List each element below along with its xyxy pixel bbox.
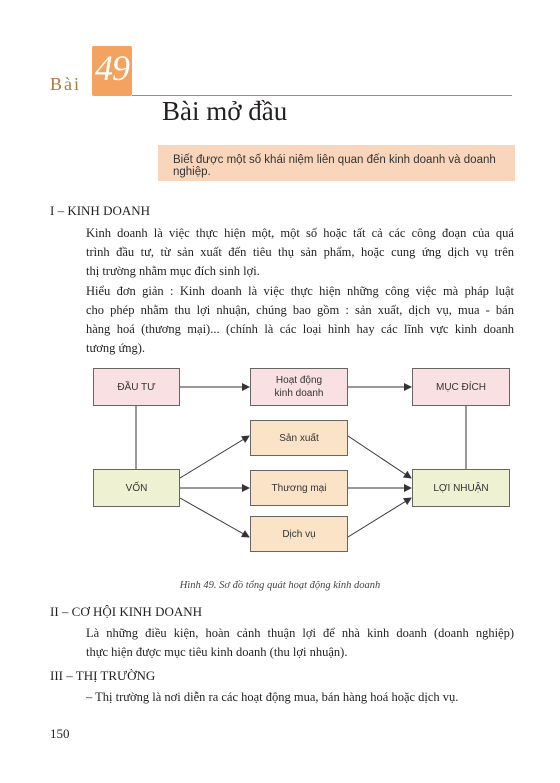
section-heading-co-hoi: II – CƠ HỘI KINH DOANH — [50, 604, 203, 619]
text-line: cho phép nhằm thu lợi nhuận, chúng bao gồm : sản xuất, dịch vụ, mua - bán — [86, 303, 514, 317]
text-line: thị trường nhằm mục đích sinh lợi. — [86, 264, 260, 278]
text-line: thực hiện được mục tiêu kinh doanh (thu lợi nhuận). — [86, 645, 348, 659]
paragraph-thi-truong — [86, 688, 514, 707]
box-loi-nhuan: LỢI NHUẬN — [412, 469, 510, 507]
section-heading-thi-truong: III – THỊ TRƯỜNG — [50, 668, 156, 683]
box-thuong-mai: Thương mại — [250, 470, 348, 506]
page-number: 150 — [50, 726, 70, 741]
text-line: tương ứng). — [86, 341, 146, 355]
text-line: Hiểu đơn giản : Kinh doanh là việc thực hiện những công việc mà pháp luật — [86, 284, 514, 298]
paragraph-co-hoi — [86, 624, 514, 662]
box-label-line: kinh doanh — [274, 388, 324, 399]
arrow-dich-vu-to-loi-nhuan — [348, 498, 411, 537]
objective-text: Biết được một số khái niệm liên quan đến kinh doanh và doanh nghiệp. — [173, 154, 496, 178]
box-hoat-dong-kinh-doanh — [250, 368, 348, 406]
section-heading-kinh-doanh: I – KINH DOANH — [50, 203, 151, 218]
text-line: Kinh doanh là việc thực hiện một, một số hoặc tất cả các công đoạn của quá — [86, 226, 514, 240]
text-line: Là những điều kiện, hoàn cảnh thuận lợi để nhà kinh doanh (doanh nghiệp) — [86, 626, 514, 640]
text-line: trình đầu tư, từ sản xuất đến tiêu thụ sản phẩm, hoặc cung ứng dịch vụ trên — [86, 245, 514, 259]
arrow-von-to-san-xuat — [180, 436, 249, 478]
arrow-san-xuat-to-loi-nhuan — [348, 436, 411, 478]
arrow-von-to-dich-vu — [180, 498, 249, 537]
box-label-line: Hoạt động — [275, 375, 323, 386]
box-san-xuat: Sản xuất — [250, 420, 348, 456]
text-line: hàng hoá (thương mại)... (chính là các loại hình hay các lĩnh vực kinh doanh — [86, 322, 514, 336]
box-muc-dich: MỤC ĐÍCH — [412, 368, 510, 406]
lesson-number: 49 — [95, 48, 129, 88]
box-dich-vu: Dịch vụ — [250, 516, 348, 552]
box-von: VỐN — [93, 469, 180, 507]
figure-caption: Hình 49. Sơ đồ tổng quát hoạt động kinh doanh — [179, 580, 381, 591]
lesson-title: Bài mở đầu — [162, 96, 288, 126]
lesson-label: Bài — [50, 74, 81, 94]
text-line: – Thị trường là nơi diễn ra các hoạt động mua, bán hàng hoá hoặc dịch vụ. — [86, 690, 459, 704]
box-dau-tu: ĐẦU TƯ — [93, 368, 180, 406]
